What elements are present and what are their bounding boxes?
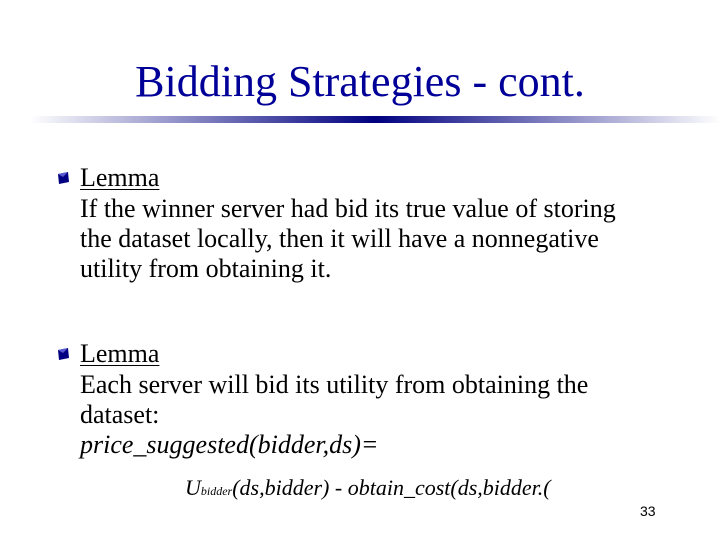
utility-formula xyxy=(185,474,551,505)
lemma-heading: Lemma xyxy=(80,163,160,192)
lemma-text-line: If the winner server had bid its true value of storing xyxy=(80,194,616,223)
formula-expression: (ds,bidder) - obtain_cost(ds,bidder.( xyxy=(232,475,551,500)
slide-title: Bidding Strategies - cont. xyxy=(135,57,585,106)
bullet-item-1 xyxy=(56,162,676,284)
lemma-text-line: Each server will bid its utility from obtaining the xyxy=(80,370,589,399)
bullet-item-2 xyxy=(56,338,676,460)
utility-symbol: U xyxy=(185,475,201,500)
title-divider xyxy=(30,116,720,123)
lemma-text-line: the dataset locally, then it will have a nonnegative xyxy=(80,224,599,253)
utility-subscript: bidder xyxy=(200,484,233,498)
page-number: 33 xyxy=(640,503,656,519)
lemma-text-line: dataset: xyxy=(80,400,160,429)
lemma-heading: Lemma xyxy=(80,339,160,368)
diamond-bullet-icon xyxy=(56,347,71,362)
diamond-bullet-icon xyxy=(56,171,71,186)
formula-heading: price_suggested(bidder,ds)= xyxy=(80,430,379,459)
lemma-text-line: utility from obtaining it. xyxy=(80,254,332,283)
